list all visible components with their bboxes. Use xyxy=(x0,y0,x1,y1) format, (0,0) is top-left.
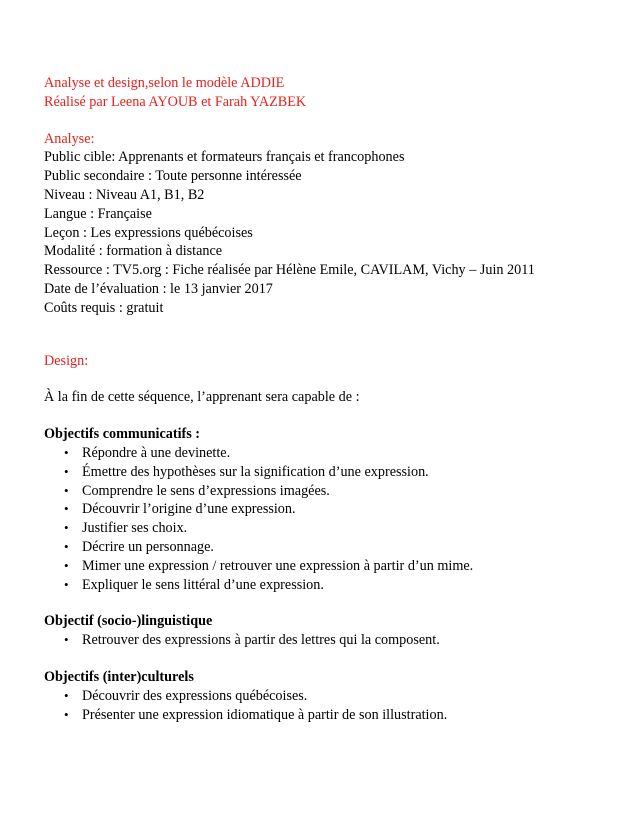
bullet-icon: • xyxy=(64,576,69,592)
bullet-icon: • xyxy=(64,501,69,517)
objectives-title: Objectifs (inter)culturels xyxy=(44,668,194,685)
list-item-text: Comprendre le sens d’expressions imagées. xyxy=(82,482,330,499)
list-item xyxy=(44,519,604,538)
document-body xyxy=(44,74,604,724)
list-item-text: Découvrir l’origine d’une expression. xyxy=(82,501,296,518)
analyse-line: Modalité : formation à distance xyxy=(44,243,223,260)
bullet-icon: • xyxy=(64,520,69,536)
objectives-title: Objectif (socio-)linguistique xyxy=(44,613,213,630)
list-item-text: Décrire un personnage. xyxy=(82,538,214,555)
objectives-linguistique xyxy=(44,612,604,650)
bullet-icon: • xyxy=(64,482,69,498)
list-item xyxy=(44,706,604,725)
list-item-text: Justifier ses choix. xyxy=(82,520,188,537)
objectives-list xyxy=(44,687,604,725)
analyse-line: Leçon : Les expressions québécoises xyxy=(44,224,253,241)
list-item xyxy=(44,463,604,482)
design-intro: À la fin de cette séquence, l’apprenant sera capable de : xyxy=(44,389,360,406)
analyse-line: Public cible: Apprenants et formateurs français et francophones xyxy=(44,149,405,166)
list-item-text: Présenter une expression idiomatique à partir de son illustration. xyxy=(82,706,448,723)
bullet-icon: • xyxy=(64,444,69,460)
objectives-communicatifs xyxy=(44,425,604,594)
analyse-line: Ressource : TV5.org : Fiche réalisée par Hélène Emile, CAVILAM, Vichy – Juin 2011 xyxy=(44,262,535,279)
analyse-line: Niveau : Niveau A1, B1, B2 xyxy=(44,186,205,203)
analyse-list xyxy=(44,148,604,317)
objectives-list xyxy=(44,444,604,594)
analyse-line: Public secondaire : Toute personne intéressée xyxy=(44,168,302,185)
list-item-text: Mimer une expression / retrouver une expression à partir d’un mime. xyxy=(82,557,474,574)
bullet-icon: • xyxy=(64,538,69,554)
list-item xyxy=(44,576,604,595)
bullet-icon: • xyxy=(64,706,69,722)
bullet-icon: • xyxy=(64,557,69,573)
list-item xyxy=(44,687,604,706)
list-item-text: Expliquer le sens littéral d’une expression. xyxy=(82,576,324,593)
list-item xyxy=(44,557,604,576)
objectives-culturels xyxy=(44,668,604,724)
header-authors: Réalisé par Leena AYOUB et Farah YAZBEK xyxy=(44,93,307,110)
list-item xyxy=(44,444,604,463)
bullet-icon: • xyxy=(64,463,69,479)
design-heading: Design: xyxy=(44,352,89,369)
analyse-heading: Analyse: xyxy=(44,130,95,147)
analyse-line: Coûts requis : gratuit xyxy=(44,299,164,316)
bullet-icon: • xyxy=(64,632,69,648)
list-item xyxy=(44,500,604,519)
bullet-icon: • xyxy=(64,687,69,703)
header-title: Analyse et design,selon le modèle ADDIE xyxy=(44,75,285,91)
objectives-title: Objectifs communicatifs : xyxy=(44,426,201,443)
analyse-line: Date de l’évaluation : le 13 janvier 2017 xyxy=(44,280,273,297)
objectives-list xyxy=(44,631,604,650)
list-item xyxy=(44,538,604,557)
list-item-text: Répondre à une devinette. xyxy=(82,444,231,461)
list-item-text: Émettre des hypothèses sur la signification d’une expression. xyxy=(82,463,429,480)
analyse-line: Langue : Française xyxy=(44,205,152,222)
list-item xyxy=(44,631,604,650)
list-item xyxy=(44,482,604,501)
list-item-text: Retrouver des expressions à partir des lettres qui la composent. xyxy=(82,632,440,649)
list-item-text: Découvrir des expressions québécoises. xyxy=(82,687,308,704)
